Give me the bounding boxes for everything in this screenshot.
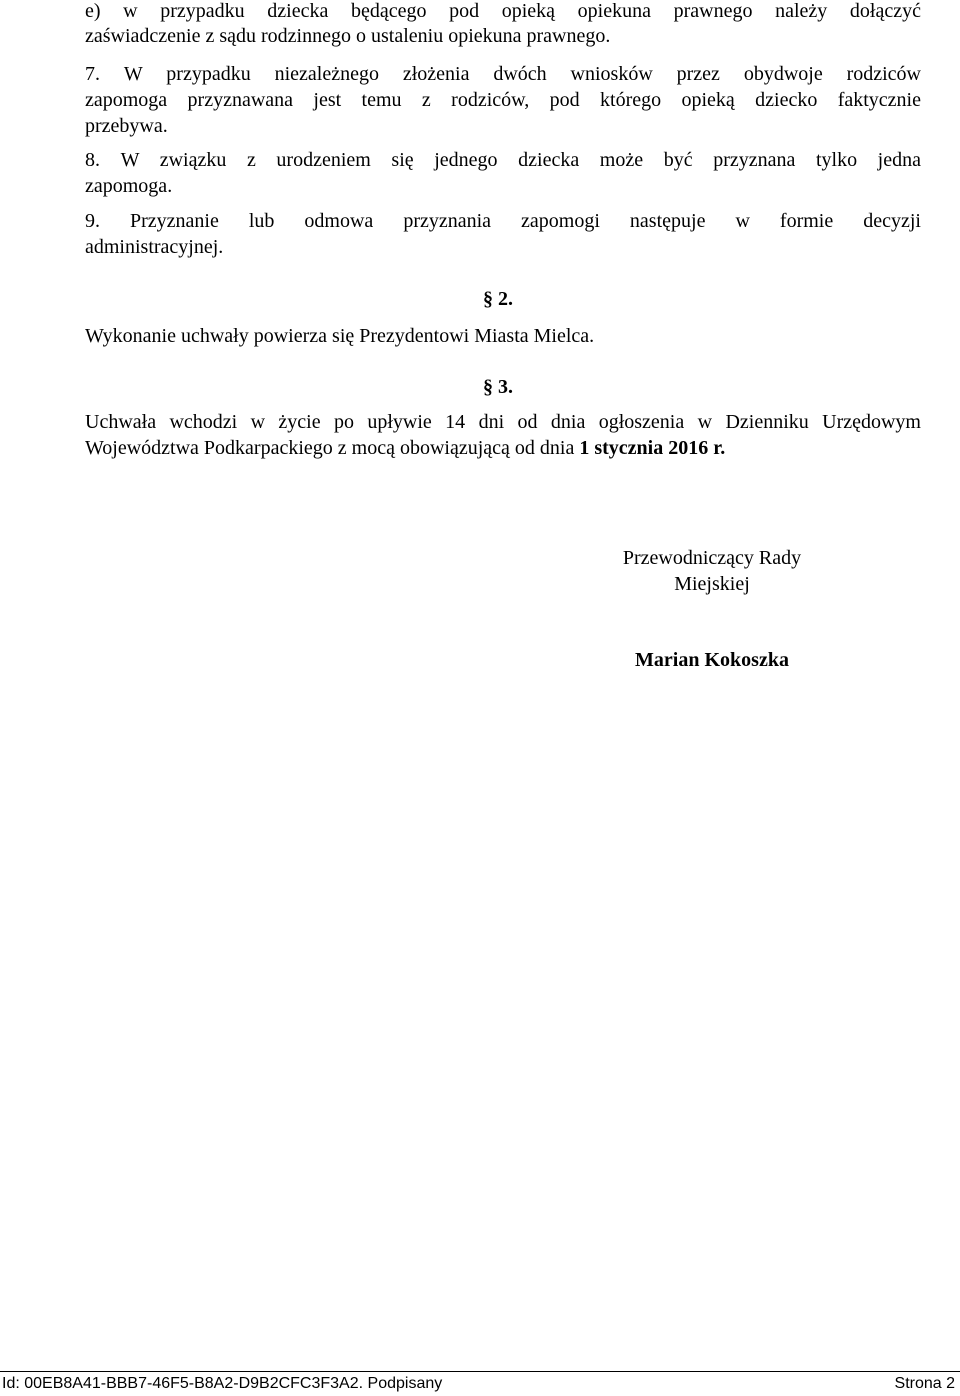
- section-2-heading: § 2.: [483, 288, 513, 310]
- item-7-line1: 7. W przypadku niezależnego złożenia dwóch wniosków przez obydwoje rodziców: [85, 63, 921, 85]
- item-e-line1: e) w przypadku dziecka będącego pod opieką opiekuna prawnego należy dołączyć: [85, 0, 921, 22]
- section-3-line1: Uchwała wchodzi w życie po upływie 14 dni od dnia ogłoszenia w Dzienniku Urzędowym: [85, 411, 921, 433]
- item-9-line2: administracyjnej.: [85, 236, 224, 258]
- item-e-line2: zaświadczenie z sądu rodzinnego o ustaleniu opiekuna prawnego.: [85, 25, 611, 47]
- effective-date: 1 stycznia 2016 r.: [579, 437, 726, 459]
- section-3-line2-text: Województwa Podkarpackiego z mocą obowiązującą od dnia: [85, 437, 580, 459]
- section-3-line2: [85, 435, 921, 461]
- item-7-line2: zapomoga przyznawana jest temu z rodziców, pod którego opieką dziecko faktycznie: [85, 89, 921, 111]
- signature-role-line2: Miejskiej: [674, 573, 750, 595]
- signature-role-line1: Przewodniczący Rady: [622, 547, 802, 569]
- page-footer: [0, 1371, 960, 1396]
- item-8-line1: 8. W związku z urodzeniem się jednego dziecka może być przyznana tylko jedna: [85, 149, 921, 171]
- section-2-text: Wykonanie uchwały powierza się Prezydentowi Miasta Mielca.: [85, 325, 595, 347]
- item-7-line3: przebywa.: [85, 115, 168, 137]
- item-8-line2: zapomoga.: [85, 175, 173, 197]
- document-id: Id: 00EB8A41-BBB7-46F5-B8A2-D9B2CFC3F3A2. Podpisany: [2, 1375, 443, 1392]
- signatory-name: Marian Kokoszka: [635, 649, 789, 671]
- item-9-line1: 9. Przyznanie lub odmowa przyznania zapomogi następuje w formie decyzji: [85, 210, 921, 232]
- section-3-heading: § 3.: [483, 376, 513, 398]
- page-number: Strona 2: [894, 1375, 955, 1392]
